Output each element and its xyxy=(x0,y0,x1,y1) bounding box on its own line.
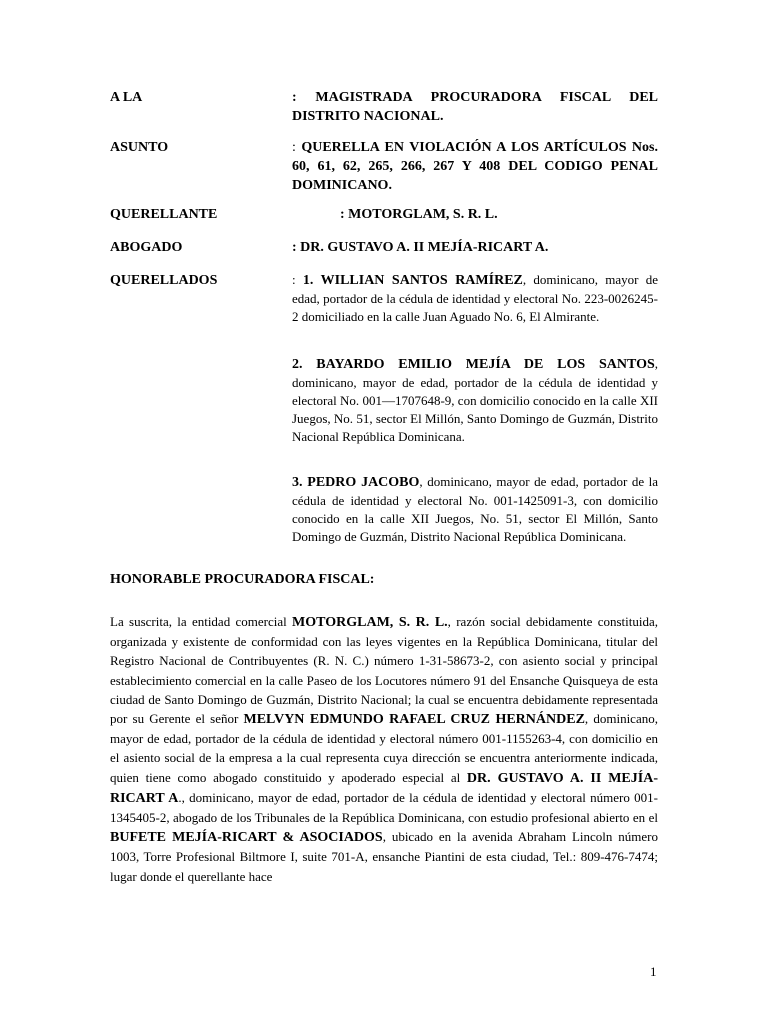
body-bold-company: MOTORGLAM, S. R. L. xyxy=(292,615,448,630)
defendant-2-details: , dominicano, mayor de edad, portador de la cédula de identidad y electoral No. 001—1707648-9, con domicilio conocido en la calle XII Juegos, No. 51, sector El Millón, Santo Domingo de Guzmán, Distrito Nacional República Dominicana. xyxy=(292,356,658,444)
asunto-label: ASUNTO xyxy=(110,140,169,155)
querellante-value: : MOTORGLAM, S. R. L. xyxy=(340,207,498,222)
body-bold-lawyer: DR. GUSTAVO A. II MEJÍA-RICART A xyxy=(110,770,658,806)
defendant-3 xyxy=(292,473,658,546)
a-la-value: : MAGISTRADA PROCURADORA FISCAL DEL DISTRITO NACIONAL. xyxy=(292,90,658,124)
body-text-3: , dominicano, mayor de edad, portador de la cédula de identidad y electoral número 001-1155263-4, con domicilio en el asiento social de la empresa a la cual representa cuya dirección se encuentra anteriormente indicada, quien tiene como abogado constituido y apoderado especial al xyxy=(110,711,658,785)
page-number: 1 xyxy=(650,964,657,979)
defendant-1-details: , dominicano, mayor de edad, portador de la cédula de identidad y electoral No. 223-0026245-2 domiciliado en la calle Juan Aguado No. 6, El Almirante. xyxy=(292,272,658,324)
body-text-2: , razón social debidamente constituida, organizada y existente de conformidad con las leyes vigentes en la República Dominicana, titular del Registro Nacional de Contribuyentes (R. N. C.) número 1-31-58673-2, con asiento social y principal establecimiento comercial en la calle Paseo de los Locutores número 91 del Ensanche Quisqueya de esta ciudad de Santo Domingo de Guzmán, Distrito Nacional; la cual se encuentra debidamente representada por su Gerente el señor xyxy=(110,614,659,727)
defendant-2 xyxy=(292,355,658,446)
body-bold-firm: BUFETE MEJÍA-RICART & ASOCIADOS xyxy=(110,830,383,846)
asunto-colon: : xyxy=(292,140,302,155)
asunto-value xyxy=(292,138,658,195)
defendant-1 xyxy=(292,271,658,326)
defendant-2-name: 2. BAYARDO EMILIO MEJÍA DE LOS SANTOS xyxy=(292,357,655,372)
salutation-heading: HONORABLE PROCURADORA FISCAL: xyxy=(110,572,375,587)
abogado-label: ABOGADO xyxy=(110,240,183,255)
defendant-1-colon: : xyxy=(292,272,303,287)
asunto-text: QUERELLA EN VIOLACIÓN A LOS ARTÍCULOS Nos. 60, 61, 62, 265, 266, 267 Y 408 DEL CODIGO PENAL DOMINICANO. xyxy=(292,140,658,193)
body-paragraph xyxy=(110,612,658,886)
body-text-5: , ubicado en la avenida Abraham Lincoln número 1003, Torre Profesional Biltmore I, suite 701-A, ensanche Piantini de esta ciudad, Tel.: 809-476-7474; lugar donde el querellante hace xyxy=(110,829,658,884)
body-text-4: ., dominicano, mayor de edad, portador de la cédula de identidad y electoral número 001-1345405-2, abogado de los Tribunales de la República Dominicana, con estudio profesional abierto en el xyxy=(110,789,658,826)
defendant-1-name: 1. WILLIAN SANTOS RAMÍREZ xyxy=(302,273,523,288)
body-bold-manager: MELVYN EDMUNDO RAFAEL CRUZ HERNÁNDEZ xyxy=(243,712,585,728)
abogado-value: : DR. GUSTAVO A. II MEJÍA-RICART A. xyxy=(292,240,549,255)
defendant-3-details: , dominicano, mayor de edad, portador de la cédula de identidad y electoral No. 001-1425091-3, con domicilio conocido en la calle XII Juegos, No. 51, sector El Millón, Santo Domingo de Guzmán, Distrito Nacional República Dominicana. xyxy=(292,474,659,544)
defendant-3-name: 3. PEDRO JACOBO xyxy=(292,475,420,490)
body-text-1: La suscrita, la entidad comercial xyxy=(110,614,293,629)
querellados-label: QUERELLADOS xyxy=(110,273,218,288)
a-la-label: A LA xyxy=(110,90,143,105)
querellante-label: QUERELLANTE xyxy=(110,207,218,222)
